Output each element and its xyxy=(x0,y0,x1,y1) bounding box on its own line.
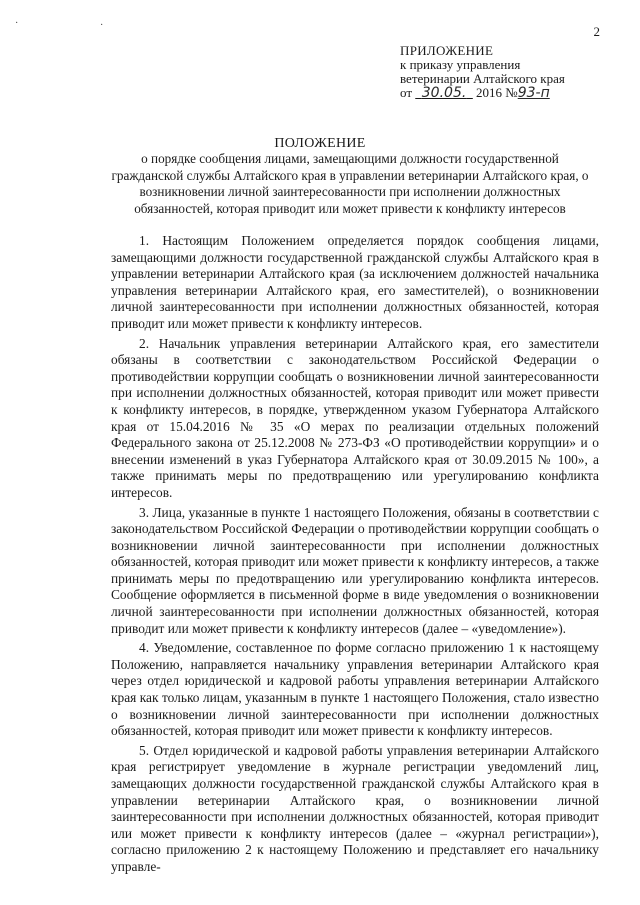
appendix-line-2: ветеринарии Алтайского края xyxy=(400,71,565,86)
appendix-line-1: к приказу управления xyxy=(400,57,521,72)
paragraph-5: 5. Отдел юридической и кадровой работы управления ветеринарии Алтайского края регистрирует уведомление в журнале регистрации уведомлений лиц, замещающих должности государственной гражданской службы Алтайского края в управлении ветеринарии Алтайского края, о возникновении личной заинтересованности при исполнении должностных обязанностей, которая приводит или может привести к конфликту интересов (далее – «журнал регистрации»), согласно приложению 2 к настоящему Положению и представляет его начальнику управле- xyxy=(111,742,599,874)
scan-dot: · xyxy=(15,18,19,29)
paragraph-4: 4. Уведомление, составленное по форме согласно приложению 1 к настоящему Положению, направляется начальнику управления ветеринарии Алтайского края через отдел юридической и кадровой работы управления ветеринарии Алтайского края как только лицам, указанным в пункте 1 настоящего Положения, стало известно о возникновении личной заинтересованности при исполнении должностных обязанностей, которая приводит или может привести к конфликту интересов. xyxy=(111,640,599,739)
order-number-handwritten: 93-п xyxy=(517,85,550,101)
paragraph-1: 1. Настоящим Положением определяется порядок сообщения лицами, замещающими должности государственной гражданской службы Алтайского края в управлении ветеринарии Алтайского края (за исключением должностей начальника управления ветеринарии Алтайского края, его заместителей), о возникновении личной заинтересованности при исполнении должностных обязанностей, которая приводит или может привести к конфликту интересов. xyxy=(111,233,599,331)
appendix-title: ПРИЛОЖЕНИЕ xyxy=(400,43,494,58)
order-date-handwritten: 30.05. xyxy=(421,85,467,101)
document-title: ПОЛОЖЕНИЕ xyxy=(274,136,366,151)
document-body xyxy=(111,233,599,879)
appendix-header xyxy=(400,44,630,100)
order-from-label: от xyxy=(400,85,413,100)
document-subtitle: о порядке сообщения лицами, замещающими должности государственной гражданской службы Алтайского края в управлении ветеринарии Алтайского края, о возникновении личной заинтересованности при исполнении должностных обязанностей, которая приводит или может привести к конфликту интересов xyxy=(111,151,589,216)
paragraph-2: 2. Начальник управления ветеринарии Алтайского края, его заместители обязаны в соответствии с законодательством Российской Федерации о противодействии коррупции сообщать о возникновении личной заинтересованности при исполнении должностных обязанностей, которая приводит или может привести к конфликту интересов, в порядке, утвержденном указом Губернатора Алтайского края от 15.04.2016 № 35 «О мерах по реализации отдельных положений Федерального закона от 25.12.2008 № 273-ФЗ «О противодействии коррупции» и о внесении изменений в указ Губернатора Алтайского края от 30.09.2015 № 100», а также принимать меры по предотвращению или урегулированию конфликта интересов. xyxy=(111,335,599,500)
order-date-number-line xyxy=(400,86,630,100)
order-year-number-label: 2016 № xyxy=(476,85,518,100)
paragraph-3: 3. Лица, указанные в пункте 1 настоящего Положения, обязаны в соответствии с законодательством Российской Федерации о противодействии коррупции сообщать о возникновении личной заинтересованности при исполнении должностных обязанностей, которая приводит или может привести к конфликту интересов, а также принимать меры по предотвращению или урегулированию конфликта интересов. Сообщение оформляется в письменной форме в виде уведомления о возникновении личной заинтересованности при исполнении должностных обязанностей, которая приводит или может привести к конфликту интересов (далее – «уведомление»). xyxy=(111,504,599,636)
scan-dot: · xyxy=(100,20,104,31)
page-number: 2 xyxy=(593,24,600,39)
